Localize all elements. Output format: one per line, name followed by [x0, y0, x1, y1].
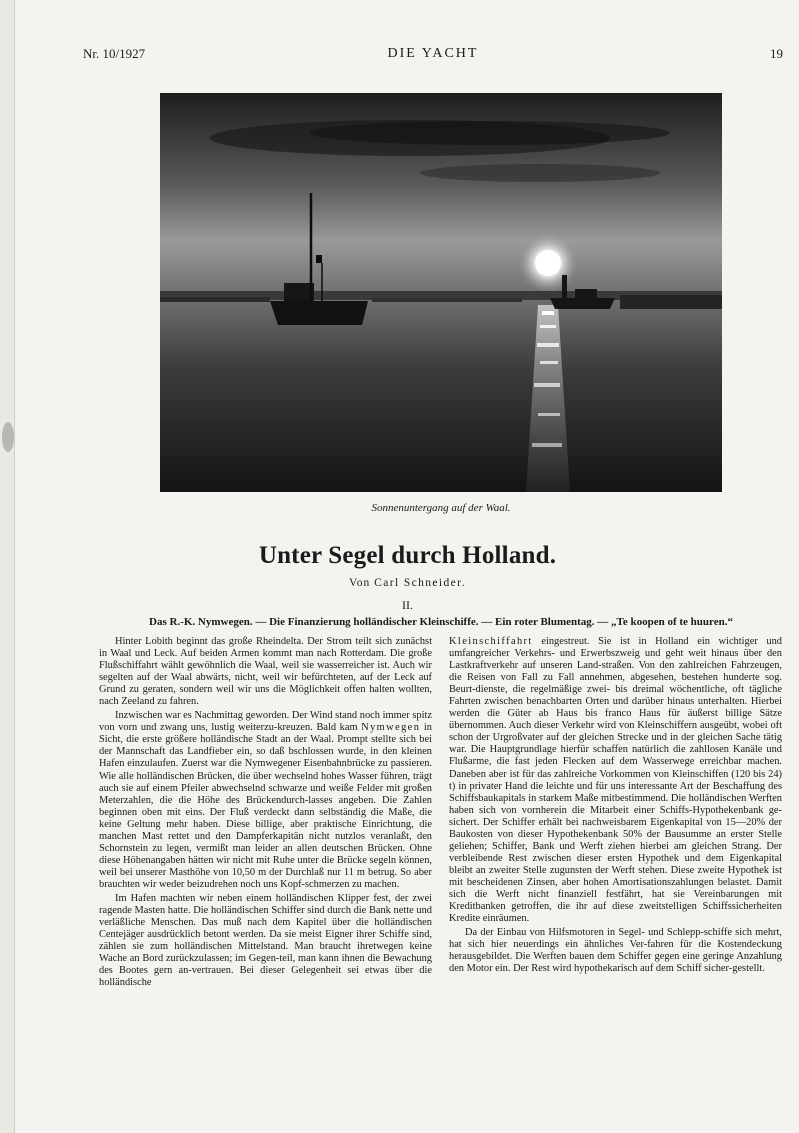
issue-number: Nr. 10/1927: [83, 46, 146, 61]
paragraph: Hinter Lobith beginnt das große Rheindelta. Der Strom teilt sich zunächst in Waal und Leck. Auf beiden Armen kommt man nach Rotterdam. Die große Flußschiffahrt wählt gewöhnlich die Waal, weil sie wasserreicher ist. Auch wir segelten auf der Waal abwärts, nicht, weil wir befürchteten, auf der Leck auf Grund zu geraten, sondern weil wir uns die Möglichkeit offen halten wollten, nach Zeeland zu fahren.: [99, 636, 432, 708]
article-title: Unter Segel durch Holland.: [258, 542, 557, 569]
paragraph: Da der Einbau von Hilfsmotoren in Segel- und Schlepp-schiffe sich mehrt, hat sich hier neuerdings ein ähnliches Ver-fahren für die Kostendeckung herausgebildet. Die Werften bauen dem Schiffer gegen eine geringe Anzahlung den Motor ein. Der Rest wird hypothekarisch auf dem Schiff sicher-gestellt.: [449, 927, 782, 975]
page-header: [83, 46, 783, 66]
article-author: [15, 577, 799, 589]
magazine-page: [14, 0, 799, 1133]
text-run: eingestreut. Sie ist in Holland ein wichtiger und umfangreicher Verkehrs- und Erwerbszweig und geht weit hinaus über den Lastkraftverkehr auf unseren Land-straßen. Von den zahlreichen Fahrzeugen, die Reisen von Fall zu Fall annehmen, abgesehen, bestehen hunderte sog. Beurt-dienste, die regelmäßige zwei- bis dreimal wöchentliche, oft tägliche Fahrten zwischen benachbarten Orten und darüber hinaus unterhalten. Hierbei werden die Güter ab Haus bis franco Haus für äußerst billige Sätze übernommen. Auch dieser Verkehr wird von Kleinschiffern ausgeübt, wobei oft schon der Urgroßvater auf der gleichen Strecke und in der gleichen Sache tätig war. Die Hauptgrundlage hierfür schaffen natürlich die zahllosen Kanäle und Flußarme, die fast jeden Flecken auf dem Wasserwege erreichbar machen. Daneben aber ist für das zahlreiche Vorkommen von Kleinschiffen (120 bis 24) t) in privater Hand die leichte und für uns interessante Art der Beschaffung des Schiffsbaukapitals in starkem Maße mitbestimmend. Die holländischen Werften haben sich von vornherein die Mitarbeit einer Schiffs-Hypothekenbank ge-sichert. Der Schiffer erhält bei nachweisbarem Eigenkapital von 15—20% der Baukosten von dieser Hypothekenbank 50% der Bausumme an erster Stelle geliehen; Schiffer, Bank und Werft ziehen hierbei am gleichen Strang. Der verbleibende Rest zwischen dieser ersten Hypothek und dem Eigenkapital bleibt an zweiter Stelle zugunsten der Werft stehen. Diese zweite Hypothek ist mit bescheidenen Zinsen, aber hohen Amortisationszahlungen belastet. Damit sich die Werft nicht finanziell festfährt, hat sie Vereinbarungen mit Kreditbanken getroffen, die ihr auf diese zweitstelligen Schiffssicherheiten Kredite einräumen.: [449, 636, 782, 925]
magazine-title: DIE YACHT: [387, 46, 479, 61]
author-name: Carl Schneider.: [374, 577, 467, 589]
left-column: [99, 636, 432, 991]
sunset-photo-graphic: [160, 93, 722, 492]
text-run: Inzwischen war es Nachmittag geworden. Der Wind stand noch immer spitz von vorn und zwang uns, lustig weiterzu-kreuzen. Bald kam: [99, 710, 432, 734]
paragraph: [99, 710, 432, 891]
author-prefix: Von: [348, 577, 375, 589]
spaced-text: Nymwegen: [361, 722, 421, 734]
paragraph: [449, 636, 782, 925]
article-part: II.: [402, 598, 413, 612]
sunset-photo: [160, 93, 722, 492]
photo-caption: Sonnenuntergang auf der Waal.: [371, 502, 511, 514]
page-number: 19: [770, 46, 783, 61]
text-run: in Sicht, die erste größere holländische Stadt an der Waal. Prompt stellte sich bei der Mannschaft das Landfieber ein, so daß bschlossen wurde, in den kleinen Hafen einzulaufen. Zuerst war die Nymwegener Eisenbahnbrücke zu passieren. Wie alle holländischen Brücken, die über wechselnd hohes Wasser führen, trägt auch sie auf einem Pfeiler abwechselnd schwarze und weiße Felder mit großen Meterzahlen, die die Höhe des Brückendurch-lasses angeben. Die Zahlen beginnen oben mit eins. Der Fluß verdeckt dann selbständig die Maße, die keine Geltung mehr haben. Diese billige, aber praktische Einrichtung, die manchen Mast rettet und den Dampferkapitän nicht nutzlos veranlaßt, den Schornstein zu legen, vermißt man leider an allen deutschen Brücken. Ohne diese Höhenangaben hätten wir nicht mit Ruhe unter die Brücke segeln können, weil bei unserer Masthöhe von 10,50 m der Durchlaß nur 11 m betrug. So aber brauchten wir weder beizudrehen noch uns Kopf-schmerzen zu machen.: [99, 722, 432, 890]
right-column: [449, 636, 782, 977]
spaced-text: Kleinschiffahrt: [449, 636, 533, 647]
scan-edge-mark: [2, 422, 14, 452]
paragraph: Im Hafen machten wir neben einem holländischen Klipper fest, der zwei ragende Masten hatte. Die holländischen Schiffer sind durch die Bank nette und verläßliche Menschen. Das muß nach dem Kapitel über die holländischen Centejäger ausdrücklich betont werden. Da sie meist Eigner ihrer Schiffe sind, zählen sie zum holländischen Mittelstand. Man braucht ihretwegen keine Wache an Bord zurückzulassen; im Gegen-teil, man kann ihnen die Bewachung des Bootes gern an-vertrauen. Bei dieser Gelegenheit sei etwas über die holländische: [99, 892, 432, 989]
article-subtitle: Das R.-K. Nymwegen. — Die Finanzierung holländischer Kleinschiffe. — Ein roter Blumentag. — „Te koopen of te huuren.“: [149, 616, 733, 628]
